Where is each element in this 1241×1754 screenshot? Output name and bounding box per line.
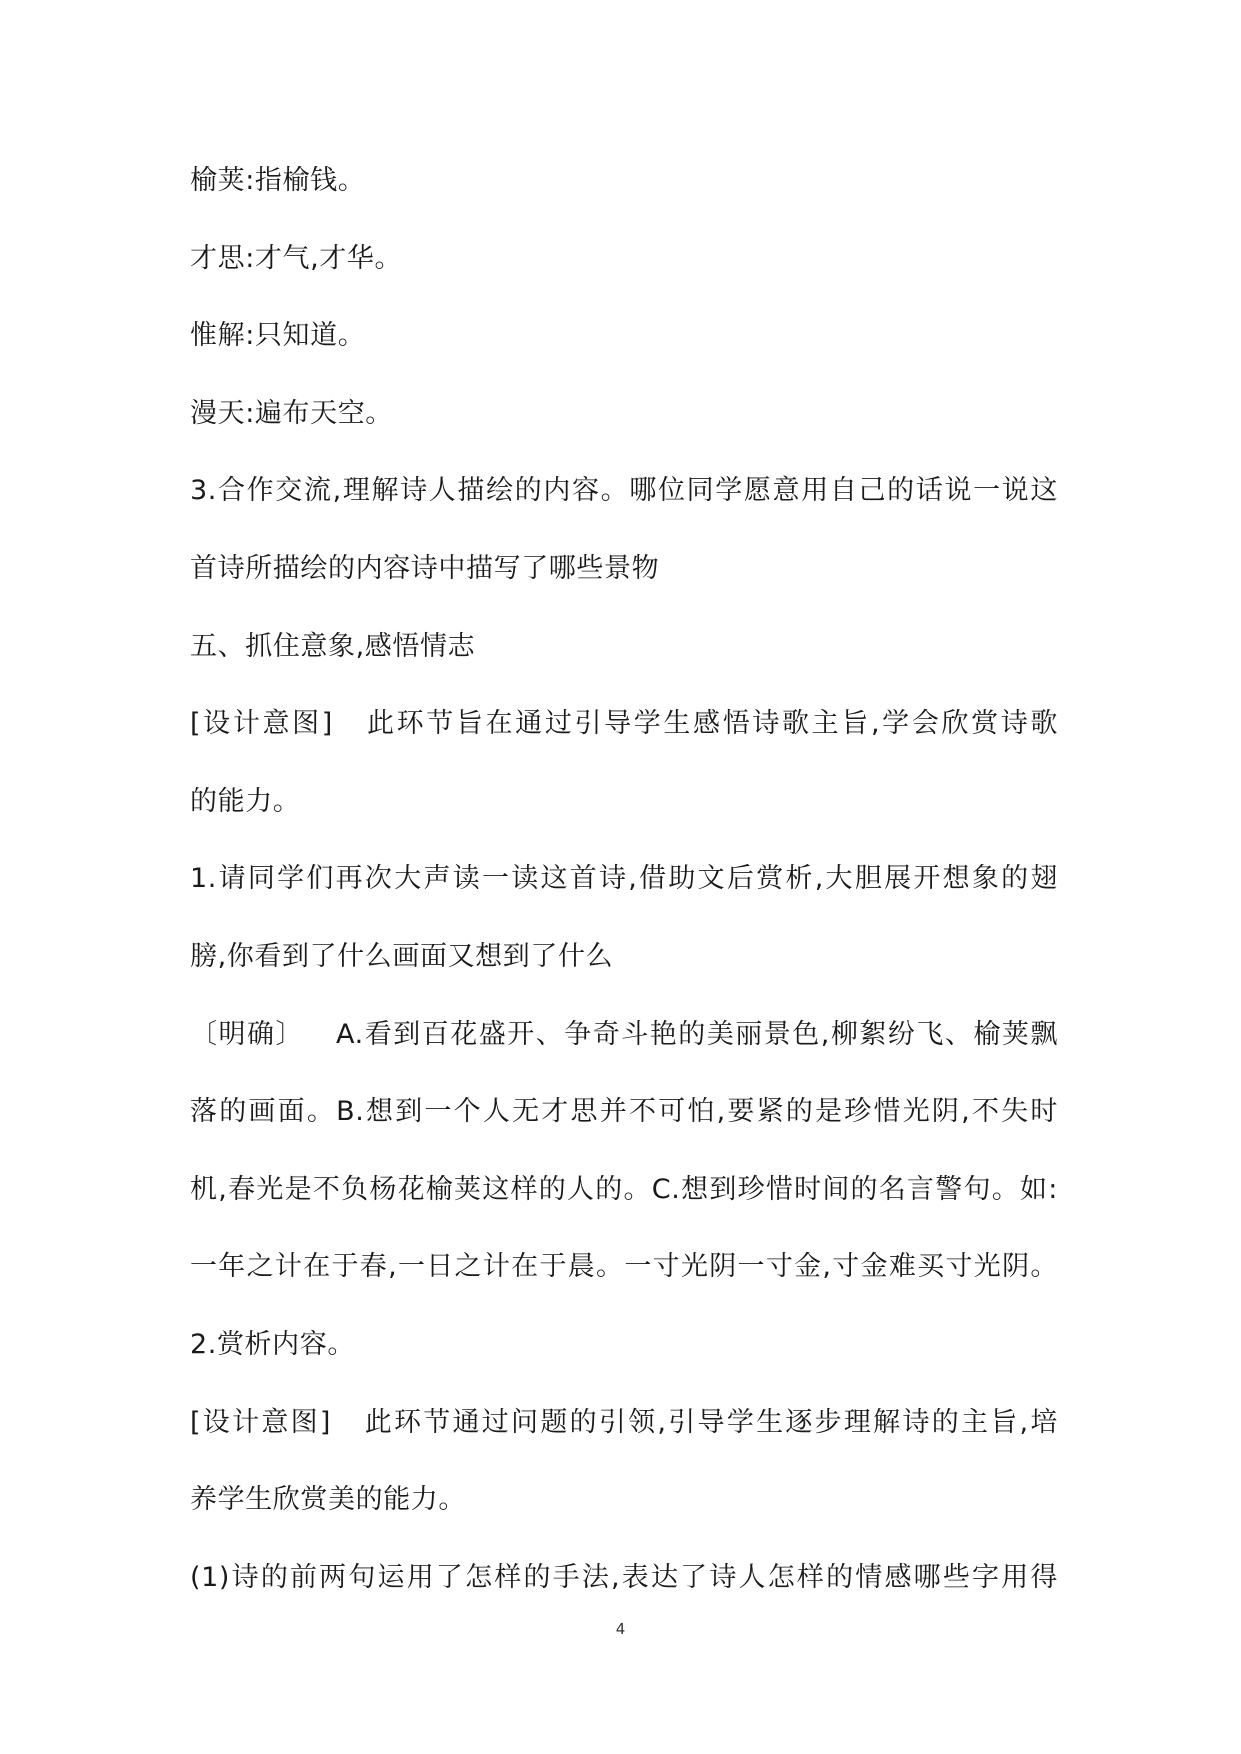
body-text bbox=[190, 142, 1058, 1616]
design-intent-text: 此环节通过问题的引领,引导学生逐步理解诗的主旨,培 bbox=[363, 1406, 1058, 1438]
text-line: 的能力。 bbox=[190, 785, 301, 817]
text-line: 3.合作交流,理解诗人描绘的内容。哪位同学愿意用自己的话说一说这 bbox=[190, 475, 1058, 507]
design-intent-line bbox=[190, 1384, 1058, 1462]
design-intent-line bbox=[190, 685, 1058, 763]
answer-text: A.看到百花盛开、争奇斗艳的美丽景色,柳絮纷飞、榆荚飘 bbox=[336, 1018, 1058, 1050]
design-intent-tag: [设计意图] bbox=[190, 708, 333, 740]
section-heading: 五、抓住意象,感悟情志 bbox=[190, 630, 476, 662]
text-line: 才思:才气,才华。 bbox=[190, 242, 403, 274]
answer-tag: 〔明确〕 bbox=[190, 1018, 305, 1050]
text-line: 2.赏析内容。 bbox=[190, 1328, 355, 1360]
text-line: 机,春光是不负杨花榆荚这样的人的。C.想到珍惜时间的名言警句。如: bbox=[190, 1173, 1058, 1205]
design-intent-text: 此环节旨在通过引导学生感悟诗歌主旨,学会欣赏诗歌 bbox=[364, 708, 1058, 740]
text-line: 膀,你看到了什么画面又想到了什么 bbox=[190, 940, 614, 972]
answer-line bbox=[190, 996, 1058, 1074]
text-line: 惟解:只知道。 bbox=[190, 320, 366, 352]
text-line: 首诗所描绘的内容诗中描写了哪些景物 bbox=[190, 552, 660, 584]
text-line: 落的画面。B.想到一个人无才思并不可怕,要紧的是珍惜光阴,不失时 bbox=[190, 1096, 1058, 1128]
text-line: 漫天:遍布天空。 bbox=[190, 397, 393, 429]
text-line: (1)诗的前两句运用了怎样的手法,表达了诗人怎样的情感哪些字用得 bbox=[190, 1561, 1058, 1593]
text-line: 一年之计在于春,一日之计在于晨。一寸光阴一寸金,寸金难买寸光阴。 bbox=[190, 1251, 1058, 1283]
text-line: 1.请同学们再次大声读一读这首诗,借助文后赏析,大胆展开想象的翅 bbox=[190, 863, 1058, 895]
design-intent-tag: [设计意图] bbox=[190, 1406, 332, 1438]
page-number: 4 bbox=[615, 1620, 626, 1638]
text-line: 养学生欣赏美的能力。 bbox=[190, 1484, 466, 1516]
text-line: 榆荚:指榆钱。 bbox=[190, 165, 366, 196]
